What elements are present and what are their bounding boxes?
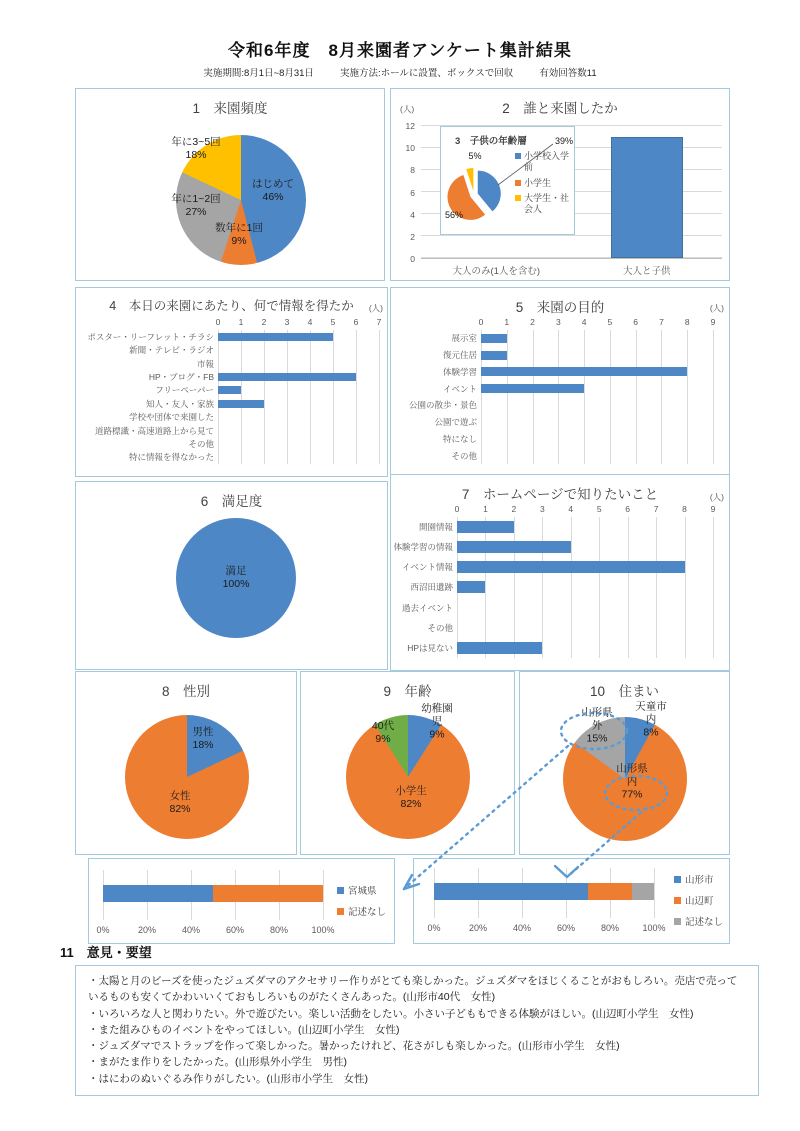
- bar: [218, 400, 264, 408]
- x-axis-tick: 5: [330, 317, 336, 327]
- comment: ・いろいろな人と関わりたい。外で遊びたい。楽しい活動をしたい。小さい子どももできる体験がほしい。(山辺町小学生 女性): [88, 1007, 694, 1020]
- bar-row: [481, 431, 713, 448]
- chart-title: 9 年齢: [383, 684, 432, 699]
- chart-title: 2 誰と来園したか: [502, 101, 618, 116]
- survey-method: 実施方法:ホールに設置、ボックスで回収: [339, 68, 514, 79]
- panel-residence: [519, 671, 730, 855]
- comments-box: [75, 965, 759, 1096]
- x-axis-tick: 8: [682, 504, 687, 514]
- category-label: 西沼田遺跡: [410, 582, 453, 593]
- pie-label: 40代 9%: [371, 719, 395, 745]
- bar-segment: [103, 885, 213, 902]
- plot-area: [454, 503, 716, 664]
- bar-row: [457, 517, 713, 537]
- category-label: HPは見ない: [407, 642, 453, 653]
- x-axis-tick: 100%: [642, 923, 666, 933]
- bars: [481, 330, 713, 464]
- category-labels: [80, 316, 218, 470]
- x-axis-tick: 80%: [269, 925, 289, 935]
- bar-row: [481, 347, 713, 364]
- legend-item: 山形市: [674, 872, 723, 886]
- bar-row: [218, 370, 379, 383]
- y-axis-tick: 4: [410, 209, 415, 220]
- x-axis-unit: (人): [709, 303, 724, 313]
- legend: [337, 883, 386, 925]
- y-axis-ticks: [397, 121, 417, 264]
- y-axis-tick: 12: [405, 121, 415, 131]
- valid-responses: 有効回答数11: [539, 68, 597, 79]
- bar-row: [457, 557, 713, 577]
- y-axis-tick: 2: [410, 231, 415, 242]
- category-label: 大人と子供: [622, 266, 671, 277]
- x-axis-tick: 20%: [137, 925, 157, 935]
- bar: [218, 333, 333, 341]
- page-subtitle: [0, 65, 800, 79]
- panel-companion: [390, 88, 730, 281]
- chart-title: 1 来園頻度: [192, 101, 268, 116]
- x-axis-tick: 5: [607, 317, 613, 327]
- legend-item: 小学校入学前: [515, 151, 571, 173]
- y-axis-tick: 8: [410, 165, 415, 176]
- legend-item: 小学生: [515, 178, 571, 189]
- bar-row: [481, 397, 713, 414]
- category-label: イベント情報: [401, 562, 453, 573]
- category-label: 過去イベント: [401, 602, 453, 613]
- y-axis-tick: 0: [410, 254, 415, 264]
- category-label: 公園で遊ぶ: [434, 417, 477, 428]
- website-info-bar-chart: [393, 503, 716, 664]
- x-axis-tick: 2: [511, 504, 517, 514]
- x-axis-tick: 0: [215, 317, 221, 327]
- x-axis-tick: 0%: [96, 925, 110, 935]
- x-axis-tick: 7: [376, 317, 382, 327]
- category-label: その他: [427, 622, 453, 633]
- pie-label: 5%: [468, 151, 482, 161]
- panel-inside-pref-breakdown: [413, 858, 730, 944]
- bar: [218, 386, 241, 394]
- panel-visit-frequency: [75, 88, 385, 281]
- category-label: フリーペーパー: [155, 385, 214, 396]
- x-axis-tick: 1: [483, 504, 488, 514]
- grid-line: [379, 330, 380, 464]
- category-label: ポスター・リーフレット・チラシ: [87, 331, 214, 342]
- visit-purpose-bar-chart: [395, 316, 716, 470]
- legend: [515, 151, 571, 220]
- x-axis-tick: 6: [353, 317, 359, 327]
- stacked-bar: [434, 883, 654, 900]
- legend-item: 山辺町: [674, 893, 723, 907]
- category-label: 新聞・テレビ・ラジオ: [129, 345, 214, 356]
- x-axis-tick: 3: [284, 317, 290, 327]
- bar: [481, 367, 687, 376]
- stacked-bar-plot: [427, 868, 666, 933]
- legend-item: 記述なし: [674, 914, 723, 928]
- chart-title: 8 性別: [161, 684, 210, 699]
- panel-info-source: [75, 287, 388, 477]
- legend-swatch: [515, 153, 521, 159]
- panel-outside-pref-breakdown: [88, 858, 395, 944]
- grid-line: [654, 868, 655, 918]
- panel-satisfaction: [75, 481, 388, 670]
- category-label: その他: [451, 450, 477, 461]
- survey-period: 実施期間:8月1日~8月31日: [203, 68, 314, 79]
- bar-row: [218, 410, 379, 423]
- x-axis-tick: 7: [659, 317, 664, 327]
- bar-row: [481, 447, 713, 464]
- pie-label: 幼稚園児 9%: [421, 702, 453, 741]
- comment: ・はにわのぬいぐるみ作りがしたい。(山形市小学生 女性): [88, 1072, 368, 1085]
- comment: ・ジュズダマでストラップを作って楽しかった。暑かったけれど、花さがしも楽しかった。(山形市小学生 女性): [88, 1040, 620, 1053]
- bar-row: [218, 424, 379, 437]
- legend-swatch: [515, 180, 521, 186]
- x-axis-tick: 20%: [468, 923, 488, 933]
- chart-title: 7 ホームページで知りたいこと: [461, 487, 659, 502]
- grid-line: [713, 517, 714, 658]
- bar: [481, 334, 507, 343]
- grid-line: [323, 870, 324, 920]
- category-label: 開園情報: [418, 522, 453, 533]
- x-axis-tick: 9: [710, 317, 716, 327]
- bar-row: [218, 397, 379, 410]
- bar-row: [218, 343, 379, 356]
- bar-row: [218, 357, 379, 370]
- x-axis-tick: 40%: [512, 923, 532, 933]
- legend-swatch: [337, 887, 344, 894]
- pie-label: 数年に1回 9%: [215, 221, 263, 247]
- comments-heading: 11 意見・要望: [60, 945, 152, 960]
- panel-gender: [75, 671, 297, 855]
- panel-website-info: [390, 474, 730, 671]
- bar-row: [218, 384, 379, 397]
- comment: ・まがたま作りをしたかった。(山形県外小学生 男性): [88, 1056, 347, 1069]
- chart-title: 3 子供の年齢層: [455, 136, 527, 147]
- panel-visit-purpose: [390, 287, 730, 477]
- y-axis-tick: 10: [405, 143, 415, 154]
- info-source-bar-chart: [80, 316, 382, 470]
- bar-row: [457, 577, 713, 597]
- legend-item: 宮城県: [337, 883, 386, 897]
- category-label: 復元住居: [442, 350, 477, 361]
- x-axis-tick: 0: [454, 504, 460, 514]
- category-label: イベント: [442, 383, 477, 394]
- category-label: 特に情報を得なかった: [128, 452, 214, 463]
- bar: [481, 351, 507, 360]
- gender-pie: [125, 715, 249, 839]
- pie-label: 39%: [554, 136, 574, 146]
- comment: ・また組みひものイベントをやってほしい。(山辺町小学生 女性): [88, 1023, 400, 1036]
- bar-row: [481, 414, 713, 431]
- category-label: HP・ブログ・FB: [148, 371, 214, 382]
- plot-area: [478, 316, 716, 470]
- bar: [457, 541, 571, 553]
- x-axis-tick: 40%: [181, 925, 201, 935]
- legend-swatch: [674, 876, 681, 883]
- pie-label: 年に3~5回 18%: [171, 135, 221, 161]
- category-labels: [395, 503, 457, 664]
- bar-segment: [213, 885, 323, 902]
- pie-label: 56%: [444, 210, 464, 220]
- x-axis-tick: 6: [625, 504, 631, 514]
- pie-label: 天童市内 8%: [635, 700, 667, 739]
- pie-label: 山形県内 77%: [616, 762, 648, 801]
- bar-row: [481, 364, 713, 381]
- y-axis-tick: 6: [410, 187, 415, 198]
- bar-segment: [588, 883, 632, 900]
- chart-title: 5 来園の目的: [515, 300, 605, 315]
- category-label: 体験学習: [442, 366, 477, 377]
- category-label: 公園の散歩・景色: [408, 400, 477, 411]
- bar-row: [457, 537, 713, 557]
- pie-label: 男性 18%: [192, 725, 214, 751]
- stacked-bar-plot: [96, 870, 335, 935]
- bar: [218, 373, 356, 381]
- page-header: [0, 36, 800, 79]
- page-title: 令和6年度 8月来園者アンケート集計結果: [228, 41, 572, 60]
- x-axis-tick: 80%: [600, 923, 620, 933]
- legend-item: 大学生・社会人: [515, 193, 571, 215]
- bar-row: [457, 618, 713, 638]
- x-axis-tick: 9: [710, 504, 716, 514]
- category-label: 市報: [196, 358, 214, 369]
- bar-row: [481, 330, 713, 347]
- y-axis-unit: (人): [400, 104, 415, 114]
- x-axis-unit: (人): [368, 303, 383, 313]
- x-axis-tick: 0: [478, 317, 484, 327]
- category-label: 知人・友人・家族: [145, 398, 214, 409]
- category-label: その他: [188, 438, 214, 449]
- category-label: 大人のみ(1人を含む): [452, 266, 541, 277]
- x-axis-tick: 2: [530, 317, 535, 327]
- bar-row: [457, 598, 713, 618]
- pie-label: 満足 100%: [222, 564, 250, 590]
- pie-label: 山形県外 15%: [581, 706, 613, 745]
- x-axis-tick: 100%: [311, 925, 335, 935]
- bar-row: [457, 638, 713, 658]
- legend: [674, 872, 723, 935]
- bars: [457, 517, 713, 658]
- bar: [457, 561, 685, 573]
- category-label: 道路標識・高速道路上から見て: [94, 425, 214, 436]
- pie-label: 年に1~2回 27%: [171, 192, 221, 218]
- chart-title: 10 住まい: [589, 684, 660, 699]
- chart-title: 6 満足度: [200, 494, 263, 509]
- bar-row: [481, 380, 713, 397]
- comment: ・太陽と月のビーズを使ったジュズダマのアクセサリー作りがとても楽しかった。ジュズダマをほじくることがおもしろい。売店で売っているものも安くてかわいいくておもしろいものがたくさんあった。(山形市40代 女性): [88, 975, 738, 1004]
- category-label: 学校や団体で来園した: [128, 412, 214, 423]
- pie-label: 小学生 82%: [395, 784, 427, 810]
- x-axis-tick: 4: [568, 504, 574, 514]
- x-axis-tick: 2: [261, 317, 267, 327]
- x-axis-unit: (人): [709, 492, 724, 502]
- x-axis-tick: 5: [596, 504, 602, 514]
- x-axis-tick: 3: [555, 317, 561, 327]
- pie-label: はじめて 46%: [252, 177, 294, 203]
- x-axis-tick: 3: [539, 504, 545, 514]
- bar-row: [218, 330, 379, 343]
- x-axis-tick: 0%: [427, 923, 441, 933]
- legend-item: 記述なし: [337, 904, 386, 918]
- bar: [457, 581, 485, 593]
- category-label: 特になし: [442, 433, 477, 444]
- bars: [218, 330, 379, 464]
- plot-area: [215, 316, 382, 470]
- stacked-bar: [103, 885, 323, 902]
- panel-child-age: [440, 126, 575, 235]
- legend-swatch: [674, 897, 681, 904]
- bar: [481, 384, 584, 393]
- legend-swatch: [515, 195, 521, 201]
- x-axis-tick: 8: [684, 317, 690, 327]
- panel-age: [300, 671, 515, 855]
- bar-row: [218, 437, 379, 450]
- bar-segment: [434, 883, 588, 900]
- category-labels: [395, 316, 481, 470]
- bar: [457, 521, 514, 533]
- legend-swatch: [674, 918, 681, 925]
- bar-segment: [632, 883, 654, 900]
- x-axis-tick: 4: [307, 317, 313, 327]
- bar-row: [218, 451, 379, 464]
- bar: [611, 137, 683, 258]
- legend-swatch: [337, 908, 344, 915]
- pie-label: 女性 82%: [169, 789, 191, 815]
- x-axis-tick: 6: [633, 317, 639, 327]
- x-axis-tick: 4: [581, 317, 587, 327]
- x-axis-tick: 1: [238, 317, 244, 327]
- category-label: 展示室: [451, 333, 477, 344]
- x-axis-tick: 60%: [556, 923, 576, 933]
- x-axis-tick: 1: [504, 317, 510, 327]
- grid-line: [713, 330, 714, 464]
- category-label: 体験学習の情報: [393, 542, 453, 553]
- x-axis-tick: 60%: [225, 925, 245, 935]
- x-axis-tick: 7: [653, 504, 659, 514]
- x-axis-categories: [421, 263, 722, 277]
- chart-title: 4 本日の来園にあたり、何で情報を得たか: [109, 299, 354, 313]
- bar: [457, 642, 542, 654]
